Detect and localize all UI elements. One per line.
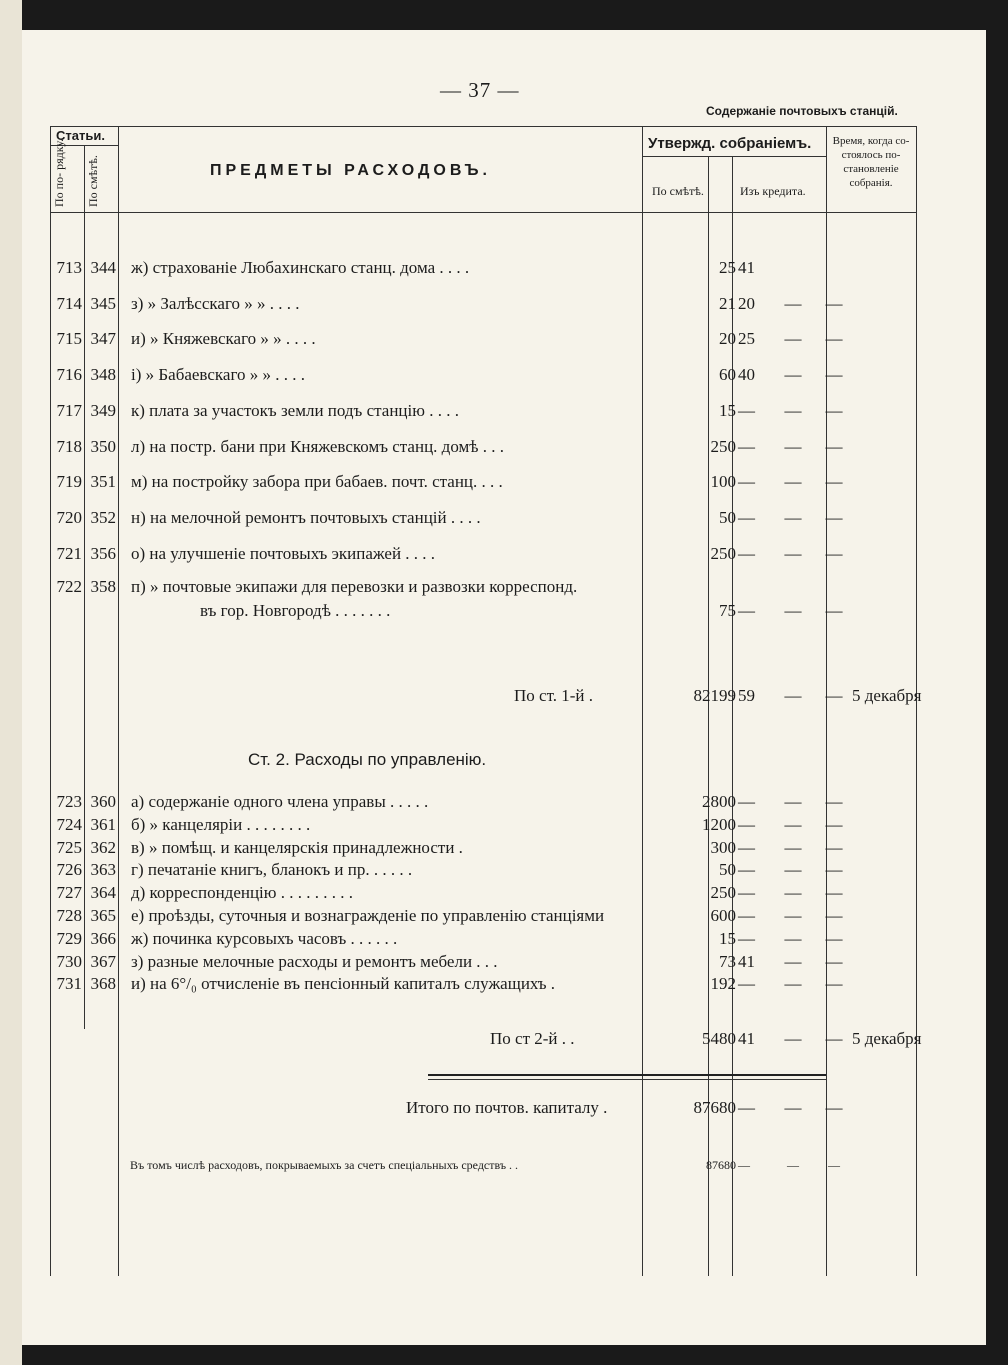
credit-value: — <box>784 329 802 349</box>
amount-rubles: 25 <box>719 258 736 277</box>
estimate-number: 348 <box>90 365 116 385</box>
credit-value-2: — <box>825 507 843 527</box>
credit-value-2: — <box>825 472 843 492</box>
row-description: и) на 6°/₀ отчисленіе въ пенсіонный капиталъ служащихъ . <box>131 974 556 994</box>
credit-value: — <box>784 543 802 563</box>
row-number: 720 <box>56 507 82 527</box>
resolution-date: 5 декабря <box>852 1029 922 1048</box>
total-kopecks: 59 <box>738 686 755 705</box>
estimate-number: 363 <box>90 860 116 880</box>
estimate-number: 368 <box>90 974 116 994</box>
row-number: 717 <box>56 400 82 420</box>
amount-rubles: 600 <box>710 906 736 925</box>
row-description: н) на мелочной ремонтъ почтовыхъ станцій . . . . <box>131 507 481 527</box>
total-credit-2: — <box>825 686 843 705</box>
row-number: 730 <box>56 951 82 971</box>
estimate-number: 360 <box>90 792 116 811</box>
col-line-n2 <box>118 126 119 1276</box>
amount-rubles: 100 <box>710 472 736 492</box>
credit-value-2: — <box>825 974 843 994</box>
row-description-cont: въ гор. Новгородѣ . . . . . . . <box>200 601 391 620</box>
amount-kopecks: 41 <box>738 951 755 971</box>
grand-total-rubles: 87680 <box>693 1098 736 1117</box>
amount-kopecks: — <box>738 472 755 492</box>
col-line-n1 <box>84 145 85 1029</box>
section2-title: Ст. 2. Расходы по управленію. <box>248 750 487 769</box>
amount-rubles: 2800 <box>702 792 736 811</box>
estimate-number: 350 <box>90 436 116 456</box>
special-funds-rubles: 87680 <box>706 1158 736 1172</box>
grand-total-label: Итого по почтов. капиталу . <box>406 1098 608 1117</box>
resolution-date: 5 декабря <box>852 686 922 705</box>
amount-kopecks: — <box>738 906 755 925</box>
estimate-number: 361 <box>90 814 116 834</box>
amount-rubles: 50 <box>719 860 736 880</box>
amount-kopecks: 41 <box>738 258 755 277</box>
grand-total-credit: — <box>784 1098 802 1117</box>
amount-kopecks: — <box>738 507 755 527</box>
row-description: д) корреспонденцію . . . . . . . . . <box>131 883 353 903</box>
estimate-number: 362 <box>90 837 116 857</box>
amount-rubles: 192 <box>710 974 736 994</box>
amount-kopecks: — <box>738 792 755 811</box>
row-number: 723 <box>56 792 82 811</box>
row-description: к) плата за участокъ земли подъ станцію . . . . <box>131 400 459 420</box>
credit-value: — <box>784 883 802 903</box>
amount-kopecks: — <box>738 400 755 420</box>
grand-total-kopecks: — <box>738 1098 755 1117</box>
total-credit: — <box>784 1029 802 1048</box>
table-top-rule <box>50 126 916 127</box>
row-number: 716 <box>56 365 82 385</box>
estimate-number: 367 <box>90 951 116 971</box>
row-description: о) на улучшеніе почтовыхъ экипажей . . . . <box>131 543 436 563</box>
credit-value: — <box>784 293 802 313</box>
row-description: б) » канцеляріи . . . . . . . . <box>131 814 311 834</box>
row-number: 731 <box>56 974 82 994</box>
amount-rubles: 250 <box>710 436 736 456</box>
credit-value-2: — <box>825 928 843 948</box>
credit-value-2: — <box>825 814 843 834</box>
credit-value-2: — <box>825 883 843 903</box>
amount-kopecks: 20 <box>738 293 755 313</box>
special-funds-label: Въ томъ числѣ расходовъ, покрываемыхъ за счетъ спеціальныхъ средствъ . . <box>130 1158 519 1172</box>
row-number: 726 <box>56 860 82 880</box>
estimate-number: 345 <box>90 293 116 313</box>
row-number: 719 <box>56 472 82 492</box>
amount-rubles: 15 <box>719 928 736 948</box>
credit-value: — <box>784 400 802 420</box>
credit-value-2: — <box>825 543 843 563</box>
row-description: г) печатаніе книгъ, бланокъ и пр. . . . . . <box>131 860 413 880</box>
estimate-number: 365 <box>90 906 116 925</box>
row-description: и) » Княжевскаго » » . . . . <box>131 329 316 349</box>
row-description: а) содержаніе одного члена управы . . . . . <box>131 792 429 811</box>
amount-kopecks: 25 <box>738 329 755 349</box>
total-label: По ст. 1-й . <box>514 686 593 705</box>
credit-value-2: — <box>825 951 843 971</box>
estimate-number: 352 <box>90 507 116 527</box>
grand-total-credit-2: — <box>825 1098 843 1117</box>
credit-value: — <box>784 365 802 385</box>
credit-value: — <box>784 974 802 994</box>
credit-value-2: — <box>825 792 843 811</box>
row-description: з) разные мелочные расходы и ремонтъ мебели . . . <box>131 951 498 971</box>
credit-value: — <box>784 507 802 527</box>
estimate-number: 366 <box>90 928 116 948</box>
row-number: 729 <box>56 928 82 948</box>
row-description: п) » почтовые экипажи для перевозки и развозки корреспонд. <box>131 577 578 596</box>
credit-value-2: — <box>825 365 843 385</box>
amount-kopecks: — <box>738 928 755 948</box>
credit-value-2: — <box>825 293 843 313</box>
amount-kopecks: — <box>738 543 755 563</box>
estimate-number: 364 <box>90 883 116 903</box>
grand-total-rule-2 <box>428 1079 826 1080</box>
total-rubles: 82199 <box>693 686 736 705</box>
row-description: е) проѣзды, суточныя и вознагражденіе по управленію станціями <box>131 906 605 925</box>
credit-value-2: — <box>825 400 843 420</box>
row-number: 721 <box>56 543 82 563</box>
credit-value-2: — <box>825 436 843 456</box>
estimate-number: 351 <box>90 472 116 492</box>
credit-value: — <box>784 792 802 811</box>
row-description: л) на постр. бани при Княжевскомъ станц. домѣ . . . <box>131 436 504 456</box>
running-header: Содержаніе почтовыхъ станцій. <box>706 104 898 118</box>
header-po-poryadku: По по- рядку. <box>52 138 66 207</box>
special-funds-credit-2: — <box>828 1158 840 1172</box>
row-number: 718 <box>56 436 82 456</box>
amount-kopecks: — <box>738 601 755 620</box>
amount-rubles: 20 <box>719 329 736 349</box>
row-number: 725 <box>56 837 82 857</box>
estimate-number: 358 <box>90 577 116 596</box>
row-description: ж) починка курсовыхъ часовъ . . . . . . <box>131 928 398 948</box>
amount-rubles: 73 <box>719 951 736 971</box>
page-number: — 37 — <box>440 78 520 102</box>
total-label: По ст 2-й . . <box>490 1029 575 1048</box>
amount-rubles: 15 <box>719 400 736 420</box>
amount-rubles: 21 <box>719 293 736 313</box>
row-number: 728 <box>56 906 82 925</box>
amount-kopecks: — <box>738 436 755 456</box>
amount-kopecks: — <box>738 837 755 857</box>
header-bottom-rule <box>50 212 916 213</box>
row-description: ж) страхованіе Любахинскаго станц. дома . . . . <box>131 258 470 277</box>
row-description: і) » Бабаевскаго » » . . . . <box>131 365 306 385</box>
credit-value: — <box>784 472 802 492</box>
credit-value-2: — <box>825 601 843 620</box>
row-number: 715 <box>56 329 82 349</box>
credit-value: — <box>784 436 802 456</box>
header-po-smete: По смѣтѣ. <box>86 155 100 207</box>
total-rubles: 5480 <box>702 1029 736 1048</box>
amount-rubles: 1200 <box>702 814 736 834</box>
header-predmety: ПРЕДМЕТЫ РАСХОДОВЪ. <box>210 162 491 179</box>
header-utverzhd: Утвержд. собраніемъ. <box>648 135 812 152</box>
amount-kopecks: — <box>738 860 755 880</box>
header-po-smete-col: По смѣтѣ. <box>652 184 704 198</box>
estimate-number: 347 <box>90 329 116 349</box>
document-page <box>22 30 986 1345</box>
header-statyi: Статьи. <box>56 128 105 143</box>
estimate-number: 349 <box>90 400 116 420</box>
credit-value: — <box>784 837 802 857</box>
amount-kopecks: 40 <box>738 365 755 385</box>
grand-total-rule-1 <box>428 1074 826 1076</box>
amount-rubles: 250 <box>710 883 736 903</box>
row-number: 724 <box>56 814 82 834</box>
adjacent-page-edge <box>0 0 22 1365</box>
amount-rubles: 250 <box>710 543 736 563</box>
row-description: м) на постройку забора при бабаев. почт. станц. . . . <box>131 472 503 492</box>
credit-value: — <box>784 906 802 925</box>
credit-value-2: — <box>825 860 843 880</box>
header-vremya: Время, когда со- стоялось по- становленіе собранія. <box>832 135 910 189</box>
utverzhd-underline <box>642 156 826 157</box>
amount-kopecks: — <box>738 883 755 903</box>
credit-value-2: — <box>825 837 843 857</box>
credit-value: — <box>784 601 802 620</box>
amount-rubles: 300 <box>710 837 736 857</box>
estimate-number: 344 <box>90 258 116 277</box>
row-number: 727 <box>56 883 82 903</box>
amount-rubles: 50 <box>719 507 736 527</box>
credit-value-2: — <box>825 329 843 349</box>
credit-value: — <box>784 814 802 834</box>
credit-value: — <box>784 860 802 880</box>
row-description: в) » помѣщ. и канцелярскія принадлежности . <box>131 837 463 857</box>
special-funds-kopecks: — <box>738 1158 750 1172</box>
credit-value: — <box>784 951 802 971</box>
credit-value-2: — <box>825 906 843 925</box>
header-iz-kredita: Изъ кредита. <box>740 184 806 198</box>
amount-kopecks: — <box>738 974 755 994</box>
row-number: 714 <box>56 293 82 313</box>
special-funds-credit: — <box>787 1158 799 1172</box>
amount-kopecks: — <box>738 814 755 834</box>
total-credit: — <box>784 686 802 705</box>
amount-rubles: 60 <box>719 365 736 385</box>
row-number: 713 <box>56 258 82 277</box>
total-kopecks: 41 <box>738 1029 755 1048</box>
col-line-amount <box>642 126 643 1276</box>
estimate-number: 356 <box>90 543 116 563</box>
credit-value: — <box>784 928 802 948</box>
row-description: з) » Залѣсскаго » » . . . . <box>131 293 300 313</box>
amount-rubles: 75 <box>719 601 736 620</box>
total-credit-2: — <box>825 1029 843 1048</box>
row-number: 722 <box>56 577 82 596</box>
